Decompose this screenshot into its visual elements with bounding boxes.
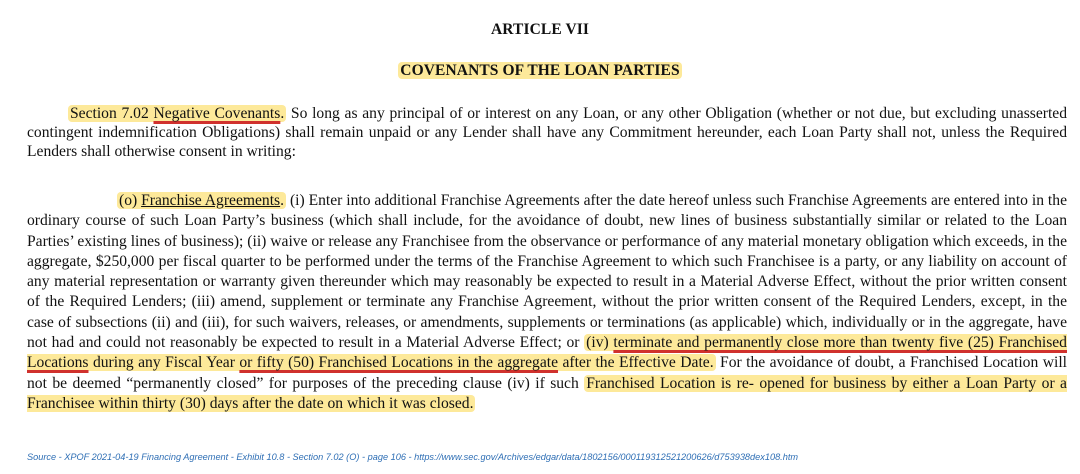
- clause-label-prefix: (o): [119, 192, 142, 209]
- section-heading-name: Negative Covenants: [153, 105, 281, 122]
- clause-label: [27, 192, 286, 209]
- clause-iv-end: after the Effective Date.: [558, 354, 714, 372]
- clause-label-dot: .: [280, 192, 285, 209]
- source-citation: Source - XPOF 2021-04-19 Financing Agreement - Exhibit 10.8 - Section 7.02 (O) - page 106 - https://www.sec.gov/Archives/edgar/data/1802156/000119312521200626/d753938dex108.htm: [27, 452, 799, 462]
- article-title: [0, 62, 1080, 80]
- clause-iv-label: (iv): [586, 334, 614, 352]
- section-heading-dot: .: [280, 105, 285, 122]
- clause-iv-underline-2: or fifty (50) Franchised Locations in the aggregate: [239, 354, 559, 372]
- section-intro-text: So long as any principal of or interest on any Loan, or any other Obligation (whether or not due, but excluding unasserted contingent indemnification Obligations) shall remain unpaid or any Lender shall have any Commitment hereunder, each Loan Party shall not, unless the Required Lenders shall otherwise consent in writing:: [27, 105, 1067, 160]
- article-title-highlight: COVENANTS OF THE LOAN PARTIES: [400, 62, 680, 79]
- section-heading: [27, 105, 286, 122]
- clause-paragraph: [27, 191, 1067, 414]
- section-heading-highlight: [68, 105, 286, 122]
- article-number: [0, 21, 1080, 39]
- section-paragraph: [27, 104, 1067, 161]
- section-heading-prefix: Section 7.02: [70, 105, 154, 122]
- clause-iv-underline-1: terminate and permanently close more than twenty five (25) Franchised Locations: [27, 334, 1067, 372]
- article-number-text: ARTICLE VII: [490, 21, 590, 38]
- clause-reopen-highlight: Franchised Location is re- opened for business by either a Loan Party or a Franchisee within thirty (30) days after the date on which it was closed.: [27, 374, 1067, 412]
- clause-text-part2: For the avoidance of doubt, a Franchised Location will not be deemed “permanently closed” for purposes of the preceding clause (iv) if such: [27, 354, 1067, 392]
- clause-text-part1: (i) Enter into additional Franchise Agreements after the date hereof unless such Franchise Agreements are entered into in the ordinary course of such Loan Party’s business (which shall include, for the avoidance of doubt, new lines of business substantially similar or related to the Loan Parties’ existing lines of business); (ii) waive or release any Franchisee from the observance or performance of any material monetary obligation which exceeds, in the aggregate, $250,000 per fiscal quarter to be performed under the terms of the Franchise Agreement to which such Franchisee is a party, or any liability on account of any material representation or warranty given thereunder which may reasonably be expected to result in a Material Adverse Effect, without the prior written consent of the Required Lenders; (iii) amend, supplement or terminate any Franchise Agreement, without the prior written consent of the Required Lenders, except, in the case of subsections (ii) and (iii), for such waivers, releases, or amendments, supplements or terminations (as applicable) which, individually or in the aggregate, have not had and could not reasonably be expected to result in a Material Adverse Effect; or: [27, 192, 1067, 352]
- clause-label-name: Franchise Agreements: [141, 192, 281, 209]
- clause-iv-mid: during any Fiscal Year: [88, 354, 240, 372]
- clause-label-highlight: [117, 192, 286, 209]
